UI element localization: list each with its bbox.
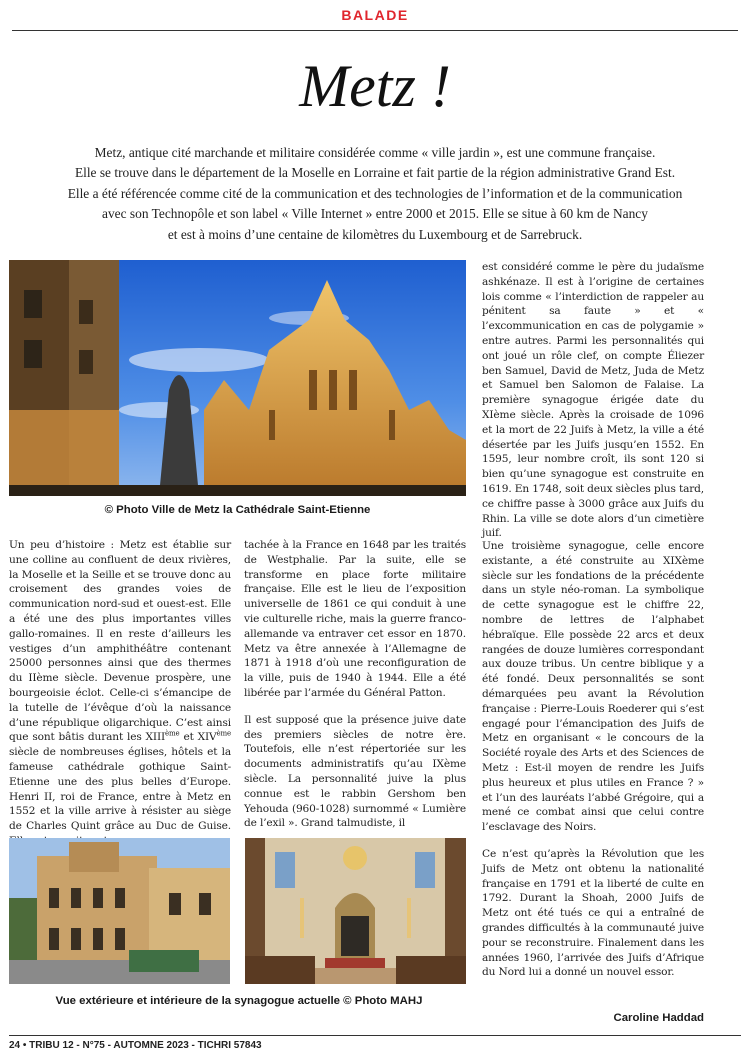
paragraph: tachée à la France en 1648 par les traités de Westphalie. Par la suite, elle se transforme en place forte militaire française. Elle est le lieu de l’exposition universelle de 1861 ce qui conduit à une vie culturelle riche, mais la guerre franco-allemande va entraver cet essor en 1870. Metz va être annexée à l’Allemagne de 1871 à 1918 d’où une reconfiguration de la ville, puis de 1940 à 1944. Elle a été libérée par l’armée du Général Patton. (244, 539, 466, 699)
superscript: ème (165, 729, 180, 738)
intro-line: Elle a été référencée comme cité de la communication et des technologies de l’information et de la communication (67, 185, 683, 201)
section-rubric: BALADE (341, 7, 409, 23)
intro-line: Metz, antique cité marchande et militaire considérée comme « ville jardin », est une commune française. (94, 145, 656, 160)
article-column-3-top (482, 260, 704, 553)
cathedral-caption: © Photo Ville de Metz la Cathédrale Saint-Etienne (104, 504, 371, 516)
text-run: siècle de nombreuses églises, hôtels et la fameuse cathédrale gothique Saint-Etienne une des plus belles d’Europe. Henri II, roi de France, entre à Metz en 1552 et la ville arrive à résister au siège de Charles Quint grâce au Duc de Guise. (9, 746, 231, 833)
article-column-3-bottom (482, 539, 704, 992)
paragraph: Une troisième synagogue, celle encore existante, a été construite au XIXème siècle sur les fondations de la précédente dans un style néo-roman. La symbolique de cette synagogue est le chiffre 22, nombre de lettres de l’alphabet hébraïque. Elle possède 22 arcs et deux rangées de douze lumières correspondant aux douze tribus. Un centre biblique y a été fondé. Deux personnalités se sont démarquées peu avant la Révolution française : Pierre-Louis Roederer qui s’est engagé pour l’émancipation des Juifs de Metz en organisant « le concours de la Société royale des Arts et des Sciences de Metz : Est-il moyen de rendre les Juifs plus heureux et plus utiles en France ? » et l’un des lauréats l’abbé Grégoire, qui a mené ce combat ainsi que celui contre l’esclavage des Noirs. (482, 540, 704, 834)
synagogue-interior-photo (245, 838, 466, 984)
article-column-1 (9, 538, 231, 861)
paragraph (9, 538, 231, 849)
article-introduction (20, 143, 730, 245)
text-run: Un peu d’histoire : Metz est établie sur une colline au confluent de deux rivières, la Moselle et la Seille et se trouve donc au croisement des grandes voies de communication nord-sud et ouest-est. Elle a été une des plus importantes villes gallo-romaines. Il en reste d’ailleurs les vestiges d’un amphithéâtre contenant 25000 personnes ainsi que des thermes du IIème siècle. Devenue prospère, une bourgeoisie éclot. Celle-ci s’émancipe de la tutelle de l’évêque d’où la naissance d’une république oligarchique. C’est ainsi que sont bâtis durant les XIII (9, 539, 231, 744)
synagogue-exterior-photo (9, 838, 230, 984)
text-run: et XIV (179, 731, 217, 744)
paragraph: Ce n’est qu’après la Révolution que les Juifs de Metz ont obtenu la nationalité française en 1791 et la liberté de culte en 1792. Durant la Shoah, 2000 Juifs de Metz ont été tués ce qui a entraîné de grandes difficultés à la communauté juive pour se reconstruire. Finalement dans les années 1960, l’arrivée des Juifs d’Afrique du Nord lui a donné un nouvel essor. (482, 847, 704, 979)
cathedral-photo (9, 260, 466, 496)
author-signature: Caroline Haddad (613, 1012, 704, 1024)
synagogue-caption: Vue extérieure et intérieure de la synagogue actuelle © Photo MAHJ (55, 995, 423, 1007)
page-footer: 24 • TRIBU 12 - N°75 - AUTOMNE 2023 - TICHRI 57843 (9, 1040, 262, 1051)
article-column-2 (244, 538, 466, 843)
header-divider (12, 30, 738, 31)
intro-line: avec son Technopôle et son label « Ville Internet » entre 2000 et 2015. Elle se situe à 60 km de Nancy (102, 206, 648, 222)
paragraph: est considéré comme le père du judaïsme ashkénaze. Il est à l’origine de certaines lois comme « l’interdiction de rappeler au pénitent sa faute » et « l’excommunication en cas de polygamie » entre autres. Parmi les personnalités qui ont joué un rôle clef, on compte Éliezer ben Samuel, David de Metz, Juda de Metz et Samuel ben Salomon de Falaise. La première synagogue érigée date du XIème siècle. Après la croisade de 1096 et la mort de 22 Juifs à Metz, la ville a été désertée par les Juifs jusqu’en 1552. En 1595, leur nombre croît, ils sont 120 si bien qu’une synagogue est construite en 1619. En 1748, soit deux siècles plus tard, ce chiffre passe à 3000 grâce aux Juifs du Rhin. La ville se dote alors d’un cimetière juif. (482, 261, 704, 540)
intro-line: et est à moins d’une centaine de kilomètres du Luxembourg et de Sarrebruck. (167, 226, 583, 242)
footer-divider (9, 1035, 741, 1036)
paragraph: Il est supposé que la présence juive date des premiers siècles de notre ère. Toutefois, elle n’est répertoriée sur les documents administratifs qu’au IXème siècle. La personnalité juive la plus connue est le rabbin Gershom ben Yehouda (960-1028) surnommé « Lumière de l’exil ». Grand talmudiste, il (244, 713, 466, 830)
intro-line: Elle se trouve dans le département de la Moselle en Lorraine et fait partie de la région administrative Grand Est. (74, 165, 676, 181)
article-title: Metz ! (299, 53, 451, 119)
superscript: ème (216, 729, 232, 738)
